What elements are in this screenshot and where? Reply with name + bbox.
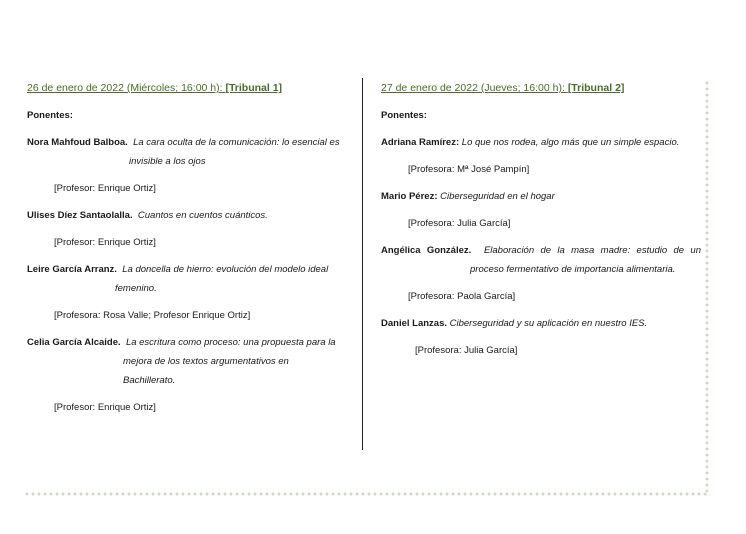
decorative-border-bottom	[24, 491, 710, 497]
speaker-name: Leire García Arranz.	[27, 264, 117, 275]
talk-title-cont: femenino.	[115, 283, 157, 294]
heading-tribunal: [Tribunal 1]	[225, 82, 283, 94]
professor-note: [Profesora: Paola García]	[408, 291, 516, 302]
talk-title: Cuantos en cuentos cuánticos.	[137, 210, 268, 221]
heading-date: 27 de enero de 2022 (Jueves; 16:00 h):	[381, 82, 565, 94]
talk-title-cont: Bachillerato.	[123, 375, 176, 386]
talk-title: Ciberseguridad y su aplicación en nuestro IES.	[449, 318, 648, 329]
talk-entry	[381, 241, 701, 279]
professor-note: [Profesora: Mª José Pampín]	[408, 164, 530, 175]
professor-note: [Profesor: Enrique Ortiz]	[54, 183, 156, 194]
speaker-name: Angélica González.	[381, 245, 472, 256]
talk-entry	[27, 333, 345, 390]
talk-line	[381, 241, 701, 260]
talk-entry	[381, 314, 701, 333]
talk-entry	[27, 206, 345, 225]
tribunal-1-column	[27, 79, 345, 425]
tribunal-2-heading	[381, 79, 701, 98]
professor-note: [Profesora: Rosa Valle; Profesor Enrique Ortiz]	[54, 310, 251, 321]
tribunal-2-column	[381, 79, 701, 368]
talk-title: La escritura como proceso: una propuesta para la	[125, 337, 336, 348]
talk-title: La cara oculta de la comunicación: lo esencial es	[133, 137, 340, 148]
speaker-name: Adriana Ramírez:	[381, 137, 460, 148]
heading-date: 26 de enero de 2022 (Miércoles; 16:00 h):	[27, 82, 223, 94]
professor-note: [Profesor: Enrique Ortiz]	[54, 402, 156, 413]
talk-title: Ciberseguridad en el hogar	[440, 191, 555, 202]
column-divider	[362, 78, 363, 450]
decorative-border-right	[704, 80, 710, 496]
talk-entry	[381, 187, 701, 206]
speaker-name: Nora Mahfoud Balboa.	[27, 137, 128, 148]
speakers-label: Ponentes:	[381, 110, 427, 121]
speaker-name: Ulises Díez Santaolalla.	[27, 210, 133, 221]
speaker-name: Mario Pérez:	[381, 191, 438, 202]
talk-entry	[27, 133, 345, 171]
talk-title-cont: invisible a los ojos	[129, 156, 206, 167]
speaker-name: Daniel Lanzas.	[381, 318, 447, 329]
professor-note: [Profesora: Julia García]	[415, 345, 518, 356]
speaker-name: Celia García Alcaide.	[27, 337, 121, 348]
talk-entry	[381, 133, 701, 152]
speakers-label: Ponentes:	[27, 110, 73, 121]
talk-title-cont: mejora de los textos argumentativos en	[123, 356, 289, 367]
talk-entry	[27, 260, 345, 298]
professor-note: [Profesora: Julia García]	[408, 218, 511, 229]
heading-tribunal: [Tribunal 2]	[567, 82, 625, 94]
talk-title: La doncella de hierro: evolución del modelo ideal	[122, 264, 329, 275]
talk-title: Lo que nos rodea, algo más que un simple espacio.	[461, 137, 680, 148]
talk-title: Elaboración de la masa madre: estudio de un	[483, 245, 701, 256]
professor-note: [Profesor: Enrique Ortiz]	[54, 237, 156, 248]
talk-title-cont: proceso fermentativo de importancia alimentaria.	[470, 264, 676, 275]
tribunal-1-heading	[27, 79, 345, 98]
